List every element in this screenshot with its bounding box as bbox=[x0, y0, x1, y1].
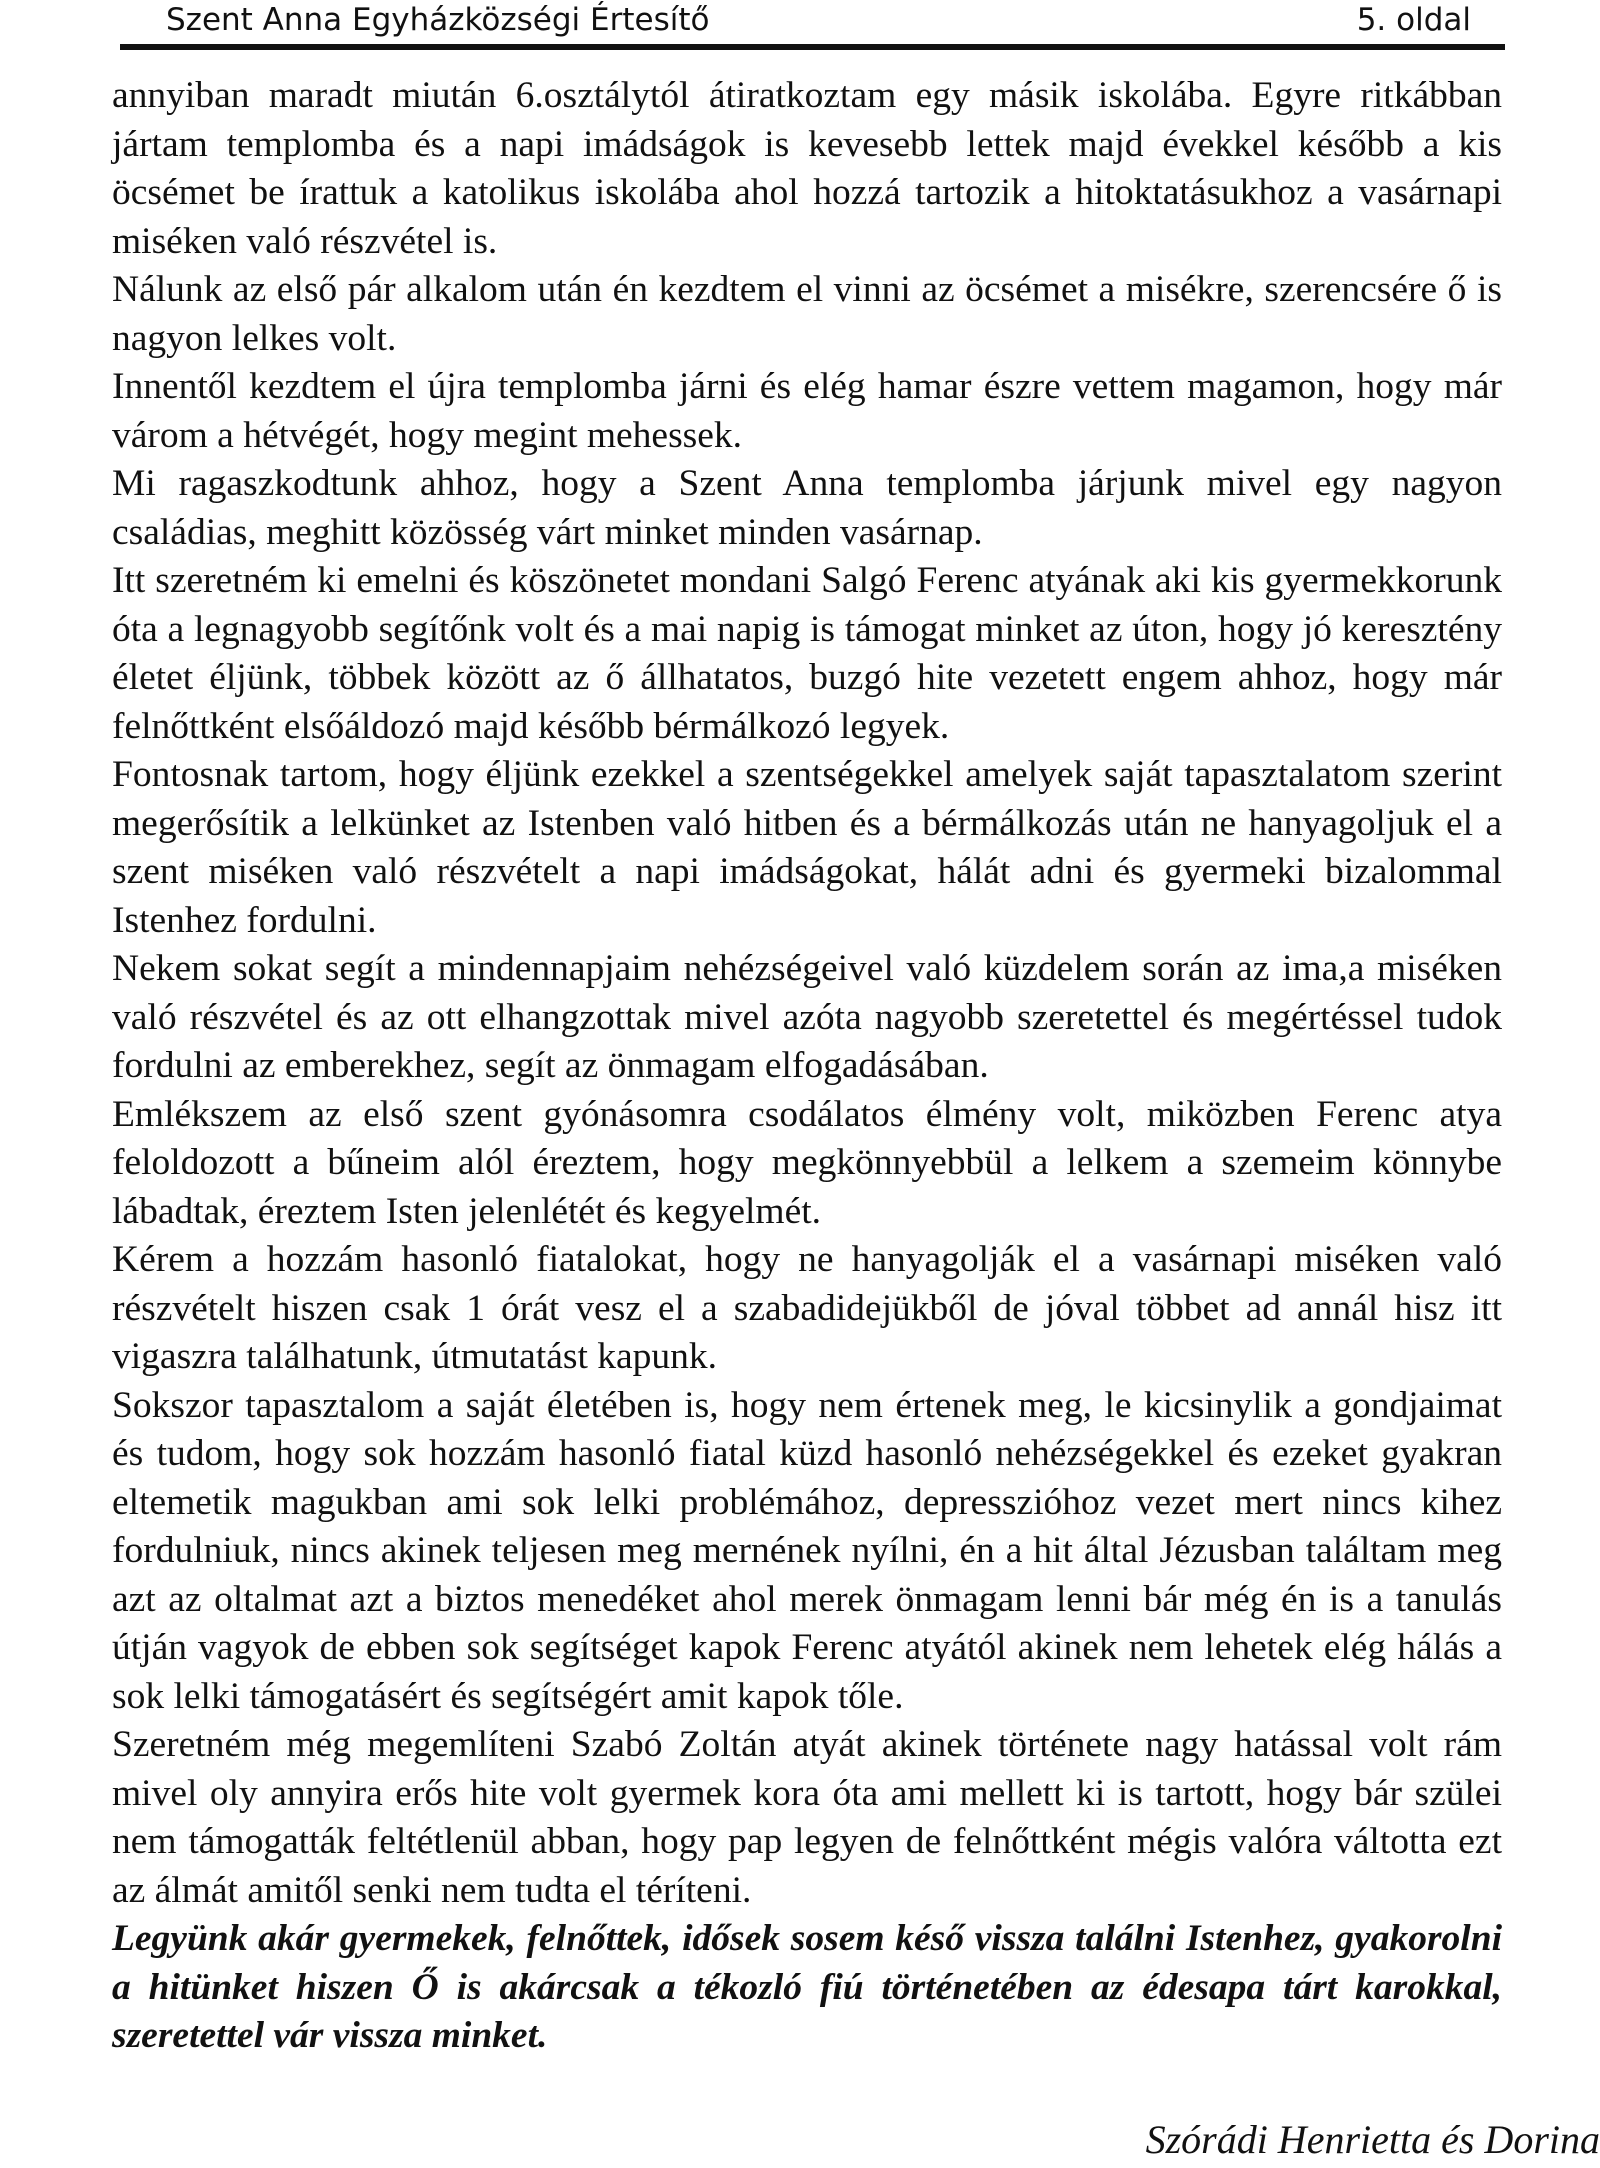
paragraph: Nálunk az első pár alkalom után én kezdtem el vinni az öcsémet a misékre, szerencsére ő is nagyon lelkes volt. bbox=[112, 269, 1502, 359]
paragraph: Szeretném még megemlíteni Szabó Zoltán atyát akinek története nagy hatással volt rám mivel oly annyira erős hite volt gyermek kora óta ami mellett ki is tartott, hogy bár szülei nem támogatták feltétlenül abban, hogy pap legyen de felnőttként mégis valóra váltotta ezt az álmát amitől senki nem tudta el téríteni. bbox=[112, 1724, 1502, 1911]
paragraph: Sokszor tapasztalom a saját életében is, hogy nem értenek meg, le kicsinylik a gondjaimat és tudom, hogy sok hozzám hasonló fiatal küzd hasonló nehézségekkel és ezeket gyakran eltemetik magukban ami sok lelki problémához, depresszióhoz vezet mert nincs kihez fordulniuk, nincs akinek teljesen meg mernének nyílni, én a hit által Jézusban találtam meg azt az oltalmat azt a biztos menedéket ahol merek önmagam lenni bár még én is a tanulás útján vagyok de ebben sok segítséget kapok Ferenc atyától akinek nem lehetek elég hálás a sok lelki támogatásért és segítségért amit kapok tőle. bbox=[112, 1384, 1502, 1717]
header-divider bbox=[120, 44, 1505, 50]
page-header bbox=[120, 2, 1505, 46]
closing-statement: Legyünk akár gyermekek, felnőttek, idősek sosem késő vissza találni Istenhez, gyakorolni a hitünket hiszen Ő is akárcsak a tékozló fiú történetében az édesapa tárt karokkal, szeretettel vár vissza minket. bbox=[112, 1918, 1502, 2056]
author-signature: Szórádi Henrietta és Dorina bbox=[1145, 2117, 1600, 2162]
article-body bbox=[112, 72, 1502, 2061]
page-number: 5. oldal bbox=[1356, 2, 1471, 38]
paragraph: annyiban maradt miután 6.osztálytól átiratkoztam egy másik iskolába. Egyre ritkábban jártam templomba és a napi imádságok is kevesebb lettek majd évekkel később a kis öcsémet be írattuk a katolikus iskolába ahol hozzá tartozik a hitoktatásukhoz a vasárnapi miséken való részvétel is. bbox=[112, 75, 1502, 262]
paragraph: Mi ragaszkodtunk ahhoz, hogy a Szent Anna templomba járjunk mivel egy nagyon családias, meghitt közösség várt minket minden vasárnap. bbox=[112, 463, 1502, 553]
paragraph: Kérem a hozzám hasonló fiatalokat, hogy ne hanyagolják el a vasárnapi miséken való részvételt hiszen csak 1 órát vesz el a szabadidejükből de jóval többet ad annál hisz itt vigaszra találhatunk, útmutatást kapunk. bbox=[112, 1239, 1502, 1377]
paragraph: Itt szeretném ki emelni és köszönetet mondani Salgó Ferenc atyának aki kis gyermekkorunk óta a legnagyobb segítőnk volt és a mai napig is támogat minket az úton, hogy jó keresztény életet éljünk, többek között az ő állhatatos, buzgó hite vezetett engem ahhoz, hogy már felnőttként elsőáldozó majd később bérmálkozó legyek. bbox=[112, 560, 1502, 747]
paragraph: Fontosnak tartom, hogy éljünk ezekkel a szentségekkel amelyek saját tapasztalatom szerint megerősítik a lelkünket az Istenben való hitben és a bérmálkozás után ne hanyagoljuk el a szent miséken való részvételt a napi imádságokat, hálát adni és gyermeki bizalommal Istenhez fordulni. bbox=[112, 754, 1502, 941]
newsletter-title: Szent Anna Egyházközségi Értesítő bbox=[166, 2, 710, 38]
paragraph: Innentől kezdtem el újra templomba járni és elég hamar észre vettem magamon, hogy már várom a hétvégét, hogy megint mehessek. bbox=[112, 366, 1502, 456]
paragraph: Emlékszem az első szent gyónásomra csodálatos élmény volt, miközben Ferenc atya feloldozott a bűneim alól éreztem, hogy megkönnyebbül a lelkem a szemeim könnybe lábadtak, éreztem Isten jelenlétét és kegyelmét. bbox=[112, 1093, 1502, 1232]
paragraph: Nekem sokat segít a mindennapjaim nehézségeivel való küzdelem során az ima,a miséken való részvétel és az ott elhangzottak mivel azóta nagyobb szeretettel és megértéssel tudok fordulni az emberekhez, segít az önmagam elfogadásában. bbox=[112, 948, 1502, 1086]
